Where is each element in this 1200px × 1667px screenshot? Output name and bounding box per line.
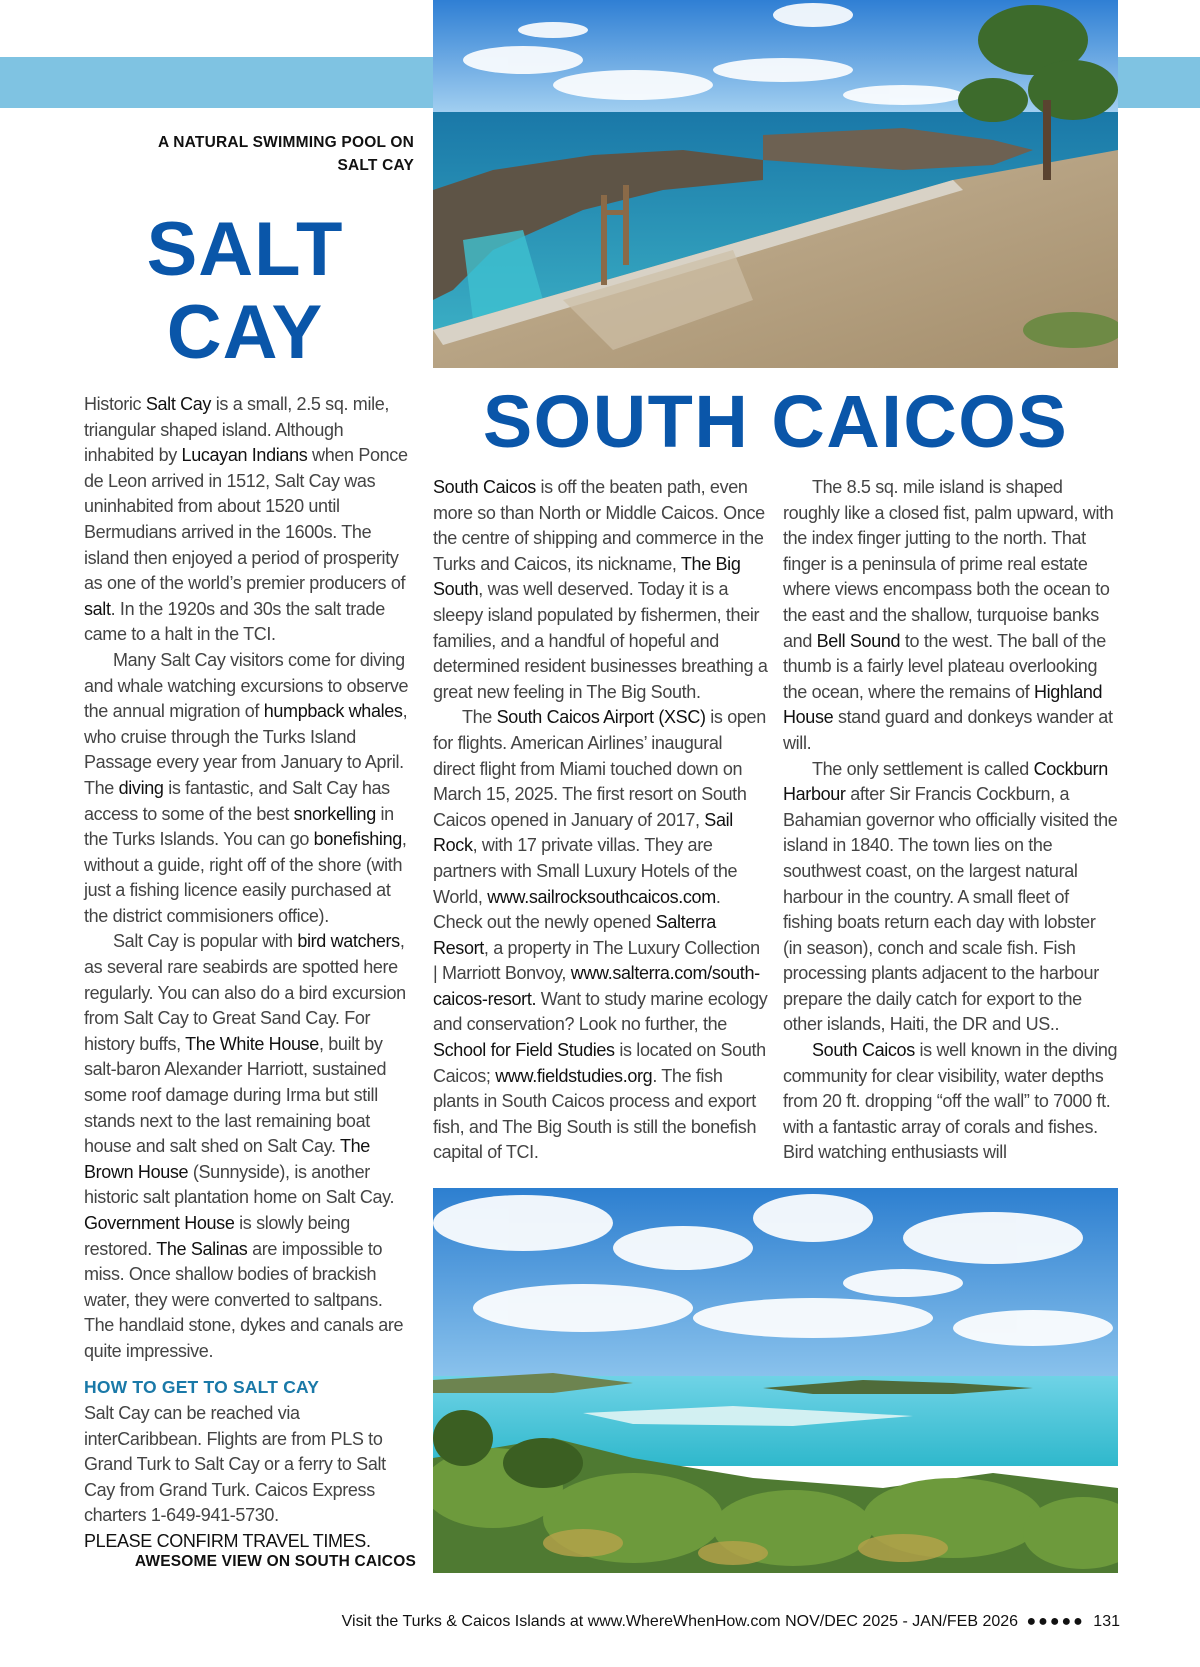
- confirm-notice: PLEASE CONFIRM TRAVEL TIMES.: [84, 1530, 371, 1551]
- south-caicos-column-1: [433, 475, 768, 1166]
- salt-cay-paragraph: Historic Salt Cay is a small, 2.5 sq. mile, triangular shaped island. Although inhabited by Lucayan Indians when Ponce de Leon arrived in 1512, Salt Cay was uninhabited from about 1520 until Bermudians arrived in the 1600s. The island then enjoyed a period of prosperity as one of the world’s premier producers of salt. In the 1920s and 30s the salt trade came to a halt in the TCI.: [84, 394, 408, 645]
- natural-pool-photo: [433, 0, 1118, 368]
- footer-dots: ●●●●●: [1026, 1613, 1085, 1630]
- salt-cay-title: SALT CAY: [146, 207, 344, 375]
- page-footer: [300, 1611, 1120, 1633]
- footer-text: Visit the Turks & Caicos Islands at www.WhereWhenHow.com NOV/DEC 2025 - JAN/FEB 2026: [341, 1613, 1019, 1630]
- south-caicos-paragraph: The South Caicos Airport (XSC) is open for flights. American Airlines’ inaugural direct flight from Miami touched down on March 15, 2025. The first resort on South Caicos opened in January of 2017, Sail Rock, with 17 private villas. They are partners with Small Luxury Hotels of the World, www.sailrocksouthcaicos.com. Check out the newly opened Salterra Resort, a property in The Luxury Collection | Marriott Bonvoy, www.salterra.com/south-caicos-resort. Want to study marine ecology and conservation? Look no further, the School for Field Studies is located on South Caicos; www.fieldstudies.org. The fish plants in South Caicos process and export fish, and The Big South is still the bonefish capital of TCI.: [433, 707, 768, 1163]
- how-to-get-text: [84, 1401, 414, 1555]
- salt-cay-paragraph: Salt Cay is popular with bird watchers, as several rare seabirds are spotted here regularly. You can also do a bird excursion from Salt Cay to Great Sand Cay. For history buffs, The White House, built by salt-baron Alexander Harriott, sustained some roof damage during Irma but still stands next to the last remaining boat house and salt shed on Salt Cay. The Brown House (Sunnyside), is another historic salt plantation home on Salt Cay. Government House is slowly being restored. The Salinas are impossible to miss. Once shallow bodies of brackish water, they were converted to saltpans. The handlaid stone, dykes and canals are quite impressive.: [84, 931, 406, 1361]
- bottom-photo-caption: AWESOME VIEW ON SOUTH CAICOS: [134, 1553, 416, 1570]
- page-number: 131: [1093, 1613, 1120, 1630]
- south-caicos-paragraph: South Caicos is well known in the diving community for clear visibility, water depths from 20 ft. dropping “off the wall” to 7000 ft. with a fantastic array of corals and fishes. Bird watching enthusiasts will: [783, 1040, 1118, 1163]
- travel-info: Salt Cay can be reached via interCaribbean. Flights are from PLS to Grand Turk to Salt Cay or a ferry to Salt Cay from Grand Turk. Caicos Express charters 1-649-941-5730.: [84, 1403, 386, 1526]
- how-to-get-heading: HOW TO GET TO SALT CAY: [84, 1377, 320, 1397]
- south-caicos-paragraph: The 8.5 sq. mile island is shaped roughly like a closed fist, palm upward, with the index finger jutting to the north. That finger is a peninsula of prime real estate where views encompass both the ocean to the east and the shallow, turquoise banks and Bell Sound to the west. The ball of the thumb is a fairly level plateau overlooking the ocean, where the remains of Highland House stand guard and donkeys wander at will.: [783, 477, 1114, 753]
- south-caicos-view-photo: [433, 1188, 1118, 1573]
- salt-cay-paragraph: Many Salt Cay visitors come for diving and whale watching excursions to observe the annual migration of humpback whales, who cruise through the Turks Island Passage every year from January to April. The diving is fantastic, and Salt Cay has access to some of the best snorkelling in the Turks Islands. You can go bonefishing, without a guide, right off of the shore (with just a fishing licence easily purchased at the district commisioners office).: [84, 649, 409, 926]
- south-caicos-title: SOUTH CAICOS: [482, 380, 1069, 463]
- top-photo-caption: A NATURAL SWIMMING POOL ON SALT CAY: [157, 134, 414, 174]
- salt-cay-article: [84, 392, 412, 1365]
- south-caicos-paragraph: The only settlement is called Cockburn Harbour after Sir Francis Cockburn, a Bahamian governor who officially visited the island in 1840. The town lies on the southwest coast, on the largest natural harbour in the country. A small fleet of fishing boats return each day with lobster (in season), conch and scale fish. Fish processing plants adjacent to the harbour prepare the daily catch for export to the other islands, Haiti, the DR and US..: [783, 758, 1118, 1035]
- south-caicos-column-2: [783, 475, 1118, 1166]
- south-caicos-paragraph: South Caicos is off the beaten path, even more so than North or Middle Caicos. Once the centre of shipping and commerce in the Turks and Caicos, its nickname, The Big South, was well deserved. Today it is a sleepy island populated by fishermen, their families, and a handful of hopeful and determined resident businesses breathing a great new feeling in The Big South.: [433, 477, 768, 702]
